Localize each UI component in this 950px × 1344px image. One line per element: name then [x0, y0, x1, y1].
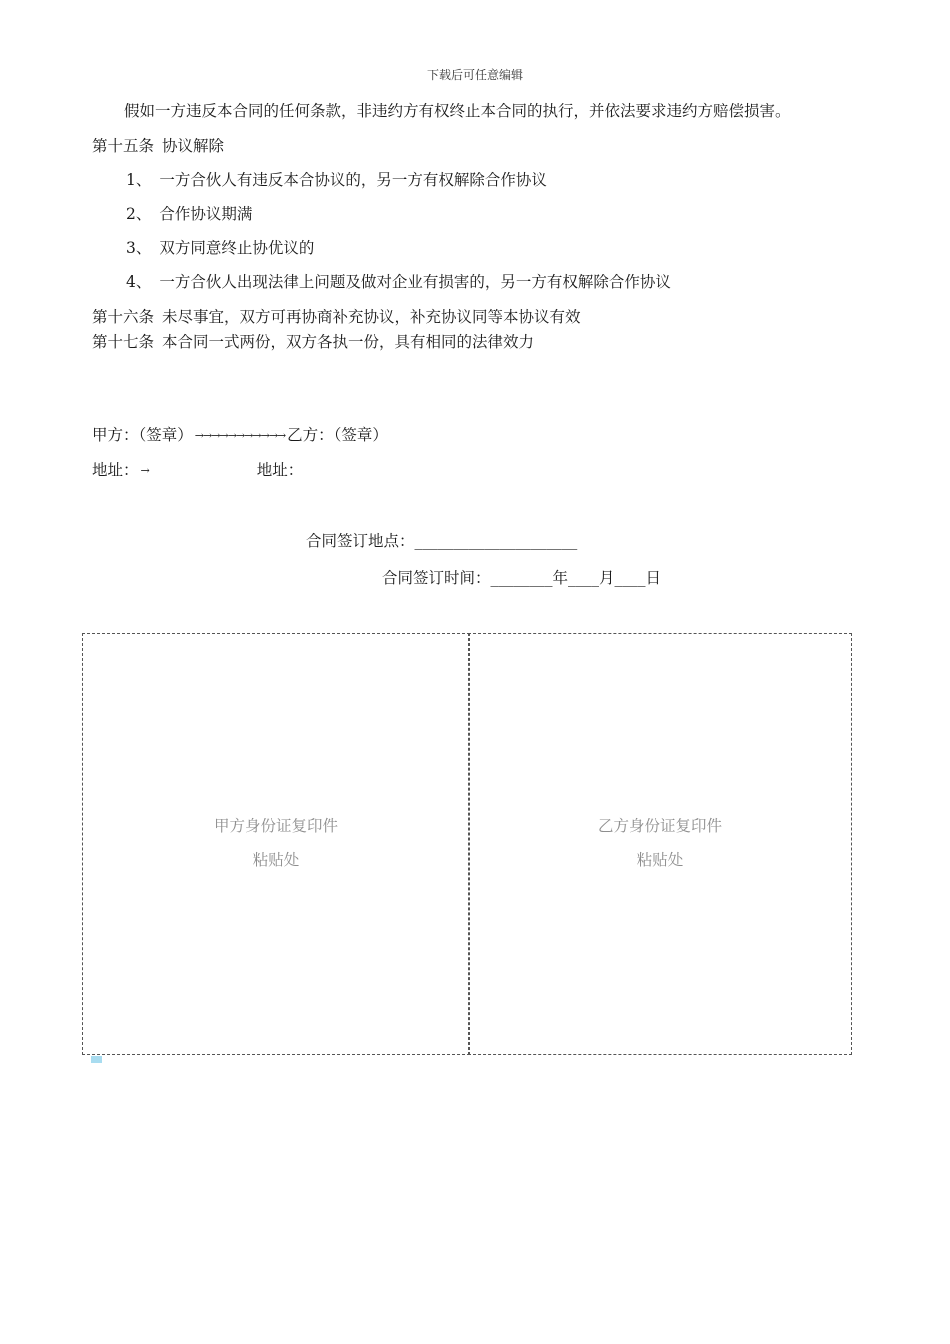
year-blank: ________ [490, 569, 553, 587]
party-a-signature-label: 甲方：（签章） [92, 426, 193, 444]
item-text: 合作协议期满 [159, 205, 253, 223]
party-b-address-label: 地址： [256, 461, 304, 479]
day-blank: ____ [614, 569, 646, 587]
address-tab-arrow: → [140, 464, 149, 477]
signing-place-line [306, 531, 577, 551]
article-17-number: 第十七条 [92, 333, 155, 351]
year-char: 年 [552, 569, 569, 587]
anchor-marker-icon [91, 1056, 102, 1063]
article-15-item-2 [126, 204, 252, 224]
signing-place-label: 合同签订地点： [306, 532, 415, 550]
party-a-paste-here-label: 粘贴处 [252, 851, 300, 869]
article-16-number: 第十六条 [92, 308, 155, 326]
page-header-note: 下载后可任意编辑 [426, 68, 523, 82]
article-15-item-1 [126, 170, 547, 190]
party-a-id-copy-box [82, 633, 470, 1055]
article-17 [92, 332, 534, 352]
item-number: 3、 [126, 239, 152, 257]
party-b-signature-label: 乙方：（签章） [287, 426, 388, 444]
item-text: 双方同意终止协优议的 [159, 239, 315, 257]
month-blank: ____ [568, 569, 600, 587]
signing-place-blank: _____________________ [414, 532, 578, 550]
party-a-id-copy-label: 甲方身份证复印件 [213, 817, 338, 835]
article-16 [92, 307, 581, 327]
article-15-heading [92, 136, 224, 156]
item-number: 2、 [126, 205, 152, 223]
item-text: 一方合伙人有违反本合协议的，另一方有权解除合作协议 [159, 171, 547, 189]
item-text: 一方合伙人出现法律上问题及做对企业有损害的，另一方有权解除合作协议 [159, 273, 671, 291]
address-line [92, 460, 303, 481]
article-15-item-4 [126, 272, 671, 292]
article-16-text: 未尽事宜，双方可再协商补充协议，补充协议同等本协议有效 [162, 308, 581, 326]
signature-line [92, 425, 388, 446]
item-number: 4、 [126, 273, 152, 291]
signing-time-line [382, 568, 661, 588]
tab-arrow-marks: →→→→→→→→→→→ [194, 429, 286, 442]
signing-time-label: 合同签订时间： [382, 569, 491, 587]
article-15-title: 协议解除 [162, 137, 225, 155]
article-15-item-3 [126, 238, 314, 258]
breach-paragraph: 假如一方违反本合同的任何条款，非违约方有权终止本合同的执行，并依法要求违约方赔偿损害。 [124, 102, 791, 120]
party-b-id-copy-box [468, 633, 852, 1055]
party-b-paste-here-label: 粘贴处 [636, 851, 684, 869]
party-a-address-label: 地址： [92, 461, 139, 479]
article-17-text: 本合同一式两份，双方各执一份，具有相同的法律效力 [162, 333, 535, 351]
month-char: 月 [599, 569, 615, 587]
party-b-id-copy-label: 乙方身份证复印件 [597, 817, 722, 835]
item-number: 1、 [126, 171, 152, 189]
article-15-number: 第十五条 [92, 137, 155, 155]
day-char: 日 [645, 569, 662, 587]
